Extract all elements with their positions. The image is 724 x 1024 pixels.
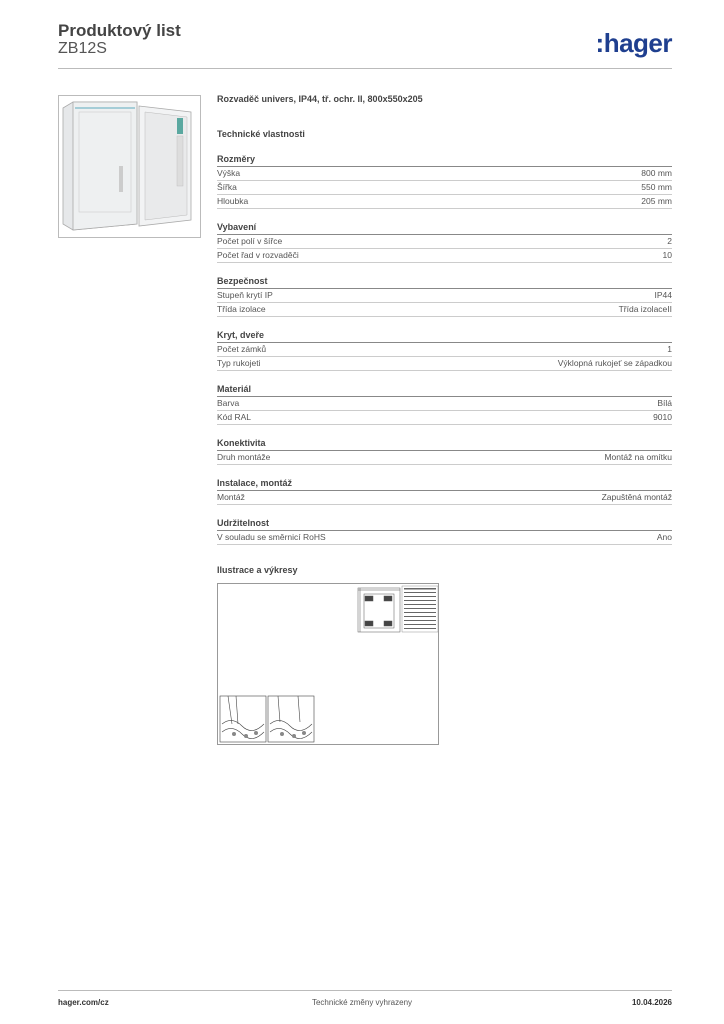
- spec-label: Montáž: [217, 492, 245, 502]
- spec-row: [217, 343, 672, 357]
- header-divider: [58, 68, 672, 69]
- spec-label: Kód RAL: [217, 412, 252, 422]
- spec-label: Výška: [217, 168, 241, 178]
- spec-value: 10: [662, 250, 672, 260]
- spec-label: Stupeň krytí IP: [217, 290, 273, 300]
- spec-row: [217, 411, 672, 425]
- footer-date: 10.04.2026: [631, 998, 672, 1007]
- product-image: [58, 95, 201, 238]
- spec-row: [217, 357, 672, 371]
- group-title: Konektivita: [217, 438, 672, 451]
- spec-value: 2: [667, 236, 672, 246]
- product-details: [217, 94, 672, 575]
- spec-value: Montáž na omítku: [604, 452, 672, 462]
- spec-label: Třída izolace: [217, 304, 266, 314]
- spec-label: Typ rukojeti: [217, 358, 261, 368]
- spec-value: 1: [667, 344, 672, 354]
- spec-row: [217, 181, 672, 195]
- group-material: [217, 384, 672, 425]
- spec-row: [217, 249, 672, 263]
- spec-label: Druh montáže: [217, 452, 271, 462]
- spec-label: Počet zámků: [217, 344, 267, 354]
- group-title: Materiál: [217, 384, 672, 397]
- footer-note: Technické změny vyhrazeny: [311, 998, 413, 1007]
- group-dimensions: [217, 154, 672, 209]
- spec-value: Bílá: [657, 398, 672, 408]
- spec-row: [217, 491, 672, 505]
- spec-label: Počet polí v šířce: [217, 236, 283, 246]
- spec-label: V souladu se směrnicí RoHS: [217, 532, 326, 542]
- group-title: Bezpečnost: [217, 276, 672, 289]
- technical-properties-heading: Technické vlastnosti: [217, 129, 305, 139]
- group-title: Instalace, montáž: [217, 478, 672, 491]
- group-title: Kryt, dveře: [217, 330, 672, 343]
- page-title: Produktový list: [58, 21, 181, 40]
- spec-label: Šířka: [217, 182, 237, 192]
- spec-row: [217, 167, 672, 181]
- spec-label: Barva: [217, 398, 240, 408]
- group-title: Udržitelnost: [217, 518, 672, 531]
- footer-website[interactable]: hager.com/cz: [58, 998, 109, 1007]
- group-cover-door: [217, 330, 672, 371]
- illustrations-box: [217, 583, 439, 745]
- spec-row: [217, 235, 672, 249]
- hager-logo: :hager: [595, 28, 672, 58]
- spec-value: Ano: [656, 532, 672, 542]
- spec-row: [217, 531, 672, 545]
- footer-divider: [58, 990, 672, 991]
- spec-value: 800 mm: [641, 168, 672, 178]
- spec-label: Hloubka: [217, 196, 249, 206]
- spec-value: Zapuštěná montáž: [601, 492, 672, 502]
- spec-row: [217, 303, 672, 317]
- spec-value: 550 mm: [641, 182, 672, 192]
- illustrations-heading: Ilustrace a výkresy: [217, 565, 298, 575]
- group-title: Rozměry: [217, 154, 672, 167]
- spec-row: [217, 397, 672, 411]
- spec-value: 9010: [653, 412, 672, 422]
- group-sustainability: [217, 518, 672, 545]
- group-equipment: [217, 222, 672, 263]
- spec-value: 205 mm: [641, 196, 672, 206]
- product-description: Rozvaděč univers, IP44, tř. ochr. II, 800x550x205: [217, 94, 423, 104]
- group-safety: [217, 276, 672, 317]
- drawings-illustration: [218, 584, 438, 744]
- spec-row: [217, 289, 672, 303]
- product-code: ZB12S: [58, 40, 107, 57]
- group-connectivity: [217, 438, 672, 465]
- spec-row: [217, 195, 672, 209]
- spec-value: Výklopná rukojeť se západkou: [557, 358, 672, 368]
- group-installation: [217, 478, 672, 505]
- spec-row: [217, 451, 672, 465]
- spec-label: Počet řad v rozvaděči: [217, 250, 299, 260]
- group-title: Vybavení: [217, 222, 672, 235]
- spec-value: IP44: [654, 290, 672, 300]
- spec-value: Třída izolaceII: [618, 304, 672, 314]
